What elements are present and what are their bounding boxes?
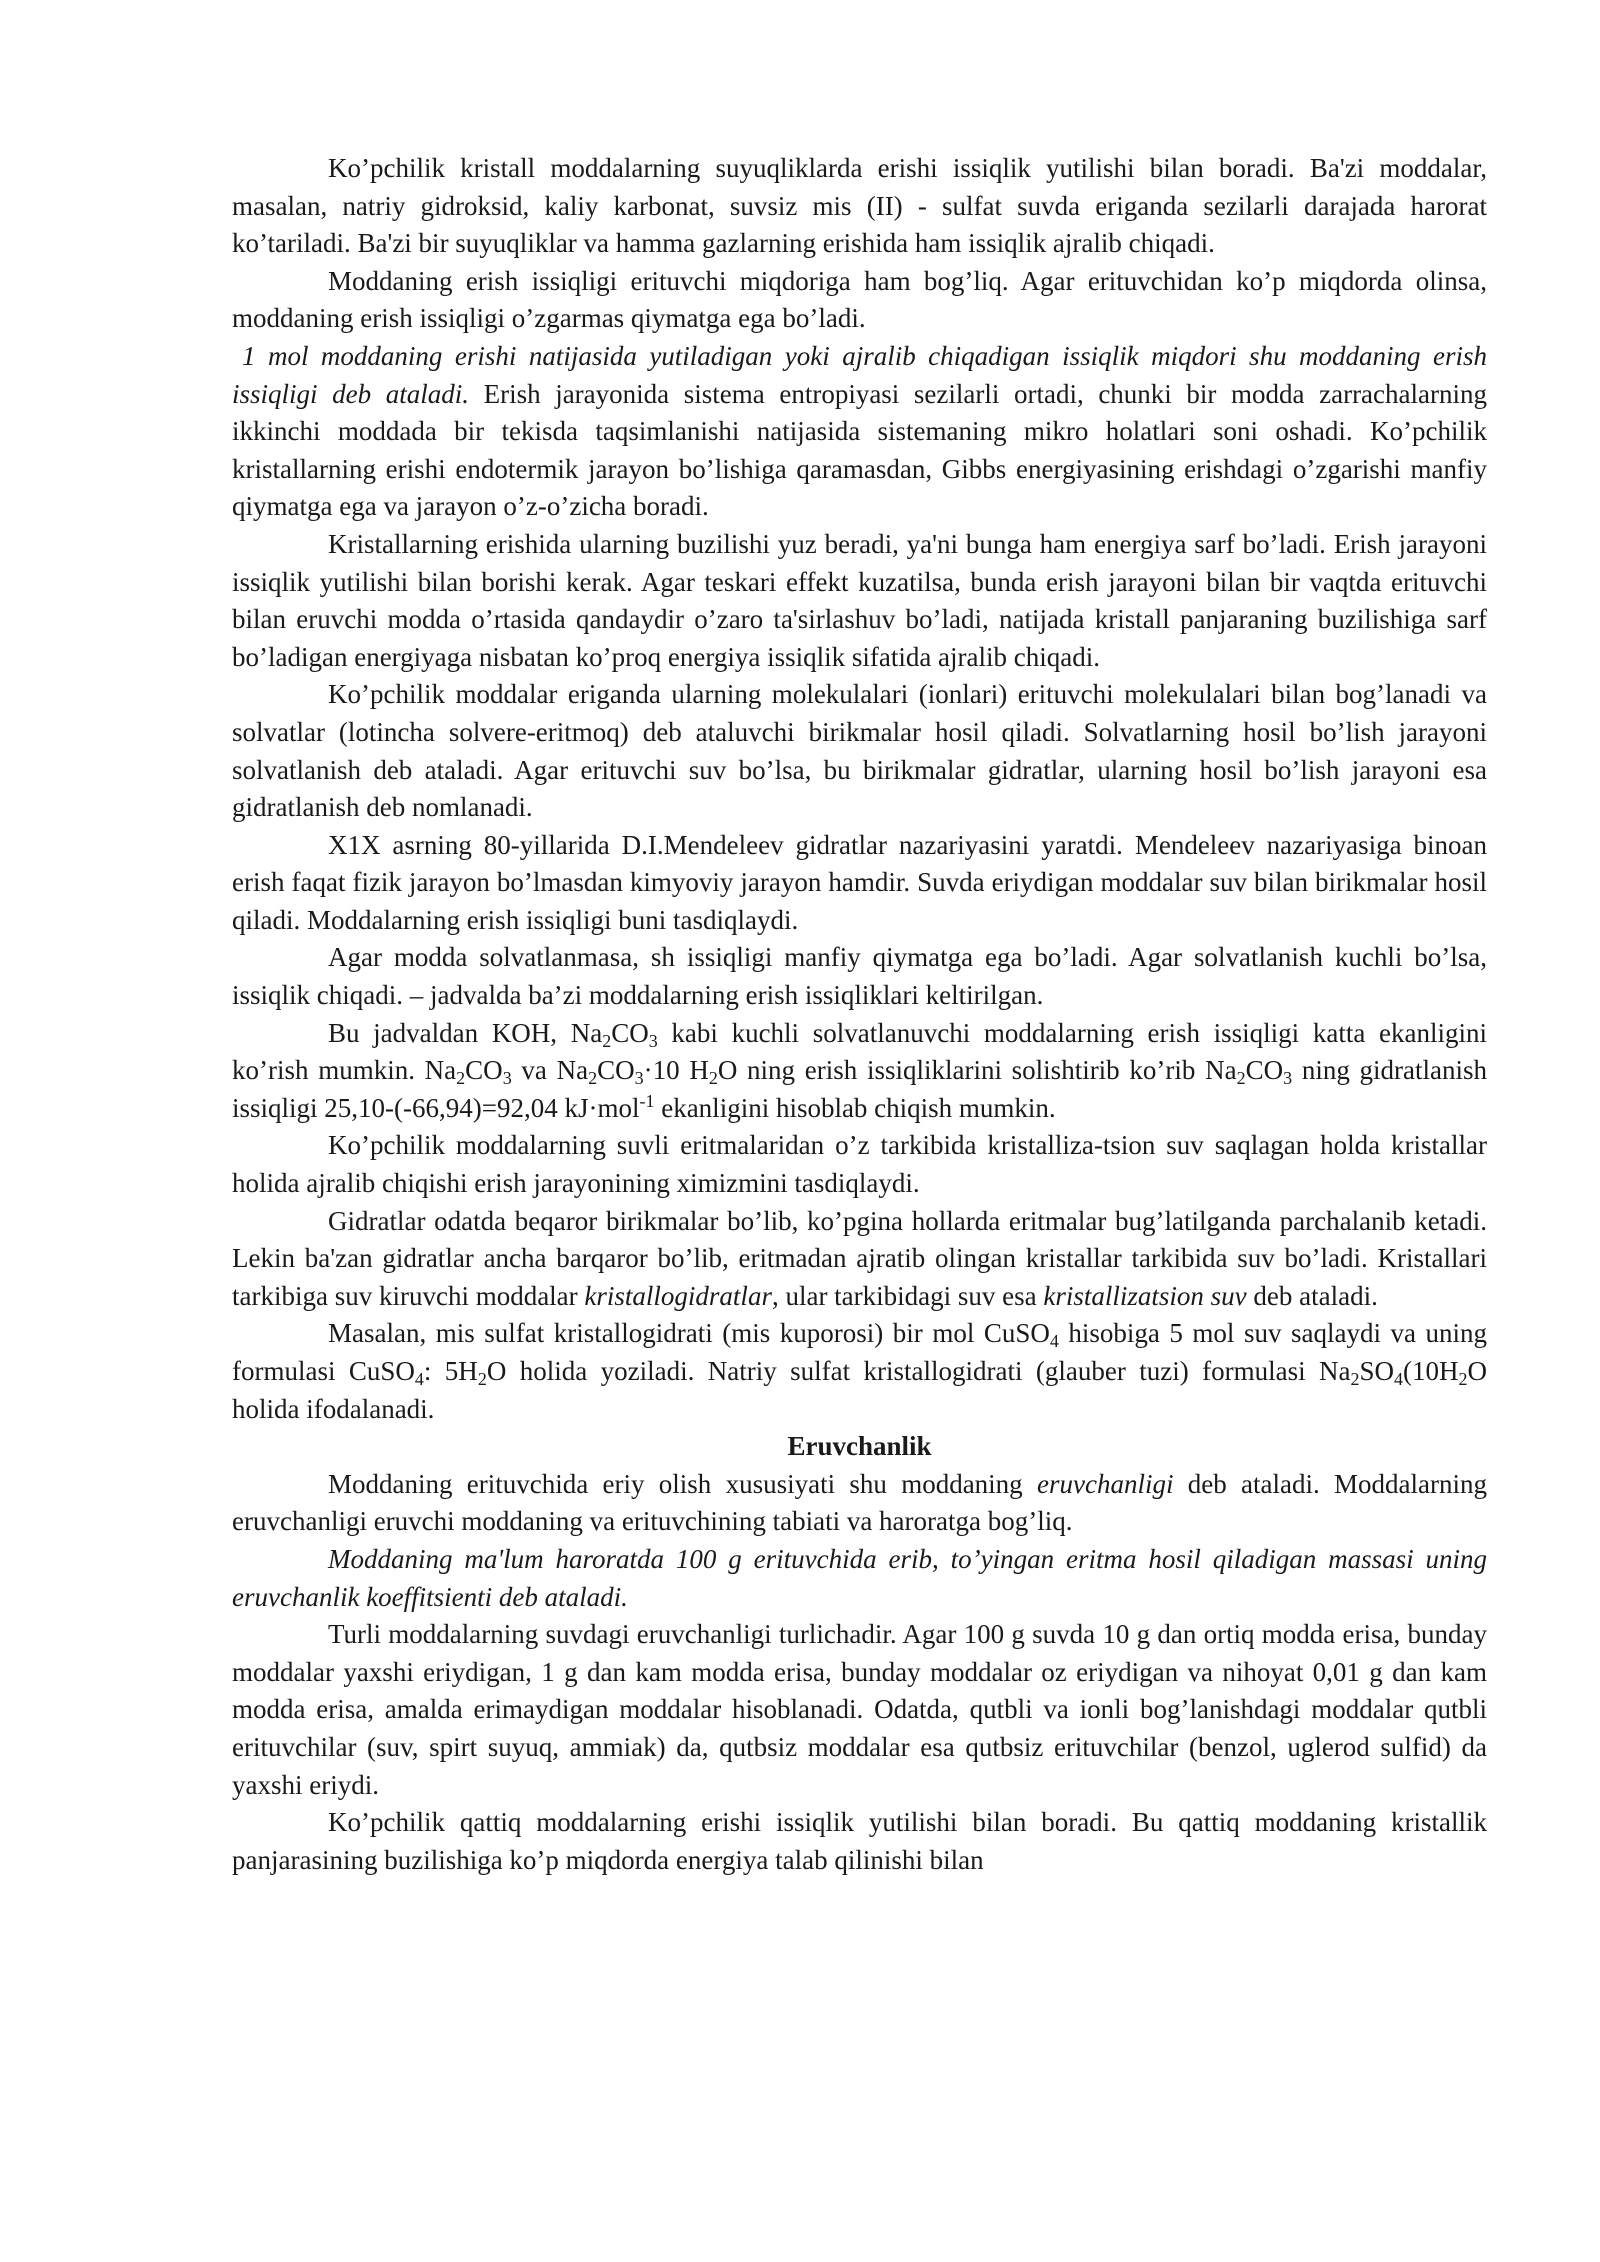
text-run: O ning erish issiqliklarini solishtirib ko’rib Na — [717, 1055, 1237, 1086]
text-run: CO — [465, 1055, 503, 1086]
text-run: : 5H — [423, 1356, 478, 1386]
paragraph-9: Ko’pchilik moddalarning suvli eritmalaridan o’z tarkibida kristalliza-tsion suv saqlagan holda kristallar holida ajralib chiqishi erish jarayonining ximizmini tasdiqlaydi. — [232, 1130, 1487, 1199]
term-kristallogidratlar: kristallogidratlar — [584, 1280, 772, 1311]
text-run: ekanligini hisoblab chiqish mumkin. — [654, 1092, 1056, 1123]
paragraph-15: Ko’pchilik qattiq moddalarning erishi issiqlik yutilishi bilan boradi. Bu qattiq moddaning kristallik panjarasining buzilishiga ko’p miqdorda energiya talab qilinishi bilan — [232, 1807, 1487, 1875]
paragraph-6: X1X asrning 80-yillarida D.I.Mendeleev gidratlar nazariyasini yaratdi. Mendeleev nazariyasiga binoan erish faqat fizik jarayon bo’lmasdan kimyoviy jarayon hamdir. Suvda eriydigan moddalar suv bilan birikmalar hosil qiladi. Moddalarning erish issiqligi buni tasdiqlaydi. — [232, 829, 1487, 935]
term-kristallizatsion-suv: kristallizatsion suv — [1043, 1280, 1247, 1311]
text-run: , ular tarkibidagi suv esa — [771, 1280, 1044, 1311]
paragraph-8 — [232, 1015, 1487, 1128]
text-run: SO — [1359, 1356, 1394, 1386]
subscript: 2 — [708, 1068, 718, 1089]
text-run: ·10 H — [643, 1055, 709, 1086]
text-run: deb ataladi. — [1246, 1280, 1378, 1311]
subscript: 3 — [502, 1068, 512, 1089]
text-run: O holida ifodalanadi. — [232, 1356, 1487, 1424]
paragraph-1: Ko’pchilik kristall moddalarning suyuqliklarda erishi issiqlik yutilishi bilan boradi. Ba'zi moddalar, masalan, natriy gidroksid, kaliy karbonat, suvsiz mis (II) - sulfat suvda eriganda sezilarli darajada harorat ko’tariladi. Ba'zi bir suyuqliklar va hamma gazlarning erishida ham issiqlik ajralib chiqadi. — [232, 153, 1487, 259]
subscript: 2 — [1350, 1369, 1360, 1389]
text-run: Bu jadvaldan KOH, Na — [328, 1017, 603, 1048]
document-page — [232, 150, 1487, 1879]
subscript: 4 — [1394, 1369, 1403, 1389]
text-run: Masalan, mis sulfat kristallogidrati (mis kuporosi) bir mol CuSO — [328, 1318, 1050, 1349]
term-eruvchanligi: eruvchanligi — [1036, 1468, 1174, 1499]
subscript: 2 — [1458, 1369, 1468, 1389]
subscript: 4 — [414, 1369, 424, 1389]
text-run: Moddaning erituvchida eriy olish xususiyati shu moddaning — [328, 1468, 1037, 1499]
paragraph-5: Ko’pchilik moddalar eriganda ularning molekulalari (ionlari) erituvchi molekulalari bilan bog’lanadi va solvatlar (lotincha solvere-eritmoq) deb ataluvchi birikmalar hosil qiladi. Solvatlarning hosil bo’lish jarayoni solvatlanish deb ataladi. Agar erituvchi suv bo’lsa, bu birikmalar gidratlar, ularning hosil bo’lish jarayoni esa gidratlanish deb nomlanadi. — [232, 679, 1487, 823]
subscript: 3 — [634, 1068, 644, 1089]
text-run: hisobiga 5 mol suv saqlaydi va uning formulasi CuSO — [232, 1318, 1487, 1386]
paragraph-11 — [232, 1315, 1487, 1428]
subscript: 3 — [648, 1030, 658, 1051]
subscript: 2 — [1236, 1068, 1246, 1089]
text-run: CO — [611, 1017, 649, 1048]
subscript: 2 — [456, 1068, 466, 1089]
paragraph-10 — [232, 1203, 1487, 1316]
text-run: CO — [1245, 1055, 1284, 1086]
text-run: (10H — [1403, 1356, 1459, 1386]
text-run: va Na — [511, 1055, 589, 1086]
subscript: 2 — [588, 1068, 598, 1089]
subscript: 2 — [477, 1369, 487, 1389]
definition-eruvchanlik-koeffitsienti: Moddaning ma'lum haroratda 100 g erituvchida erib, to’yingan eritma hosil qiladigan massasi uning eruvchanlik koeffitsienti deb ataladi. — [232, 1543, 1487, 1612]
text-run: Gidratlar odatda beqaror birikmalar bo’lib, ko’pgina hollarda eritmalar bug’latilganda parchalanib ketadi. Lekin ba'zan gidratlar ancha barqaror bo’lib, eritmadan ajratib olingan kristallar tarkibida suv bo’ladi. Kristallari tarkibiga suv kiruvchi moddalar — [232, 1205, 1487, 1311]
paragraph-14: Turli moddalarning suvdagi eruvchanligi turlichadir. Agar 100 g suvda 10 g dan ortiq modda erisa, bunday moddalar yaxshi eriydigan, 1 g dan kam modda erisa, bunday moddalar oz eriydigan va nihoyat 0,01 g dan kam modda erisa, amalda erimaydigan moddalar hisoblanadi. Odatda, qutbli va ionli bog’lanishdagi moddalar qutbli erituvchilar (suv, spirt suyuq, ammiak) da, qutbsiz moddalar esa qutbsiz erituvchilar (benzol, uglerod sulfid) da yaxshi eriydi. — [232, 1619, 1487, 1800]
text-run: O holida yoziladi. Natriy sulfat kristallogidrati (glauber tuzi) formulasi Na — [486, 1356, 1351, 1386]
subscript: 4 — [1049, 1331, 1059, 1352]
text-run: deb ataladi. Moddalarning eruvchanligi eruvchi moddaning va erituvchining tabiati va haroratga bog’liq. — [232, 1468, 1487, 1537]
text-run: CO — [597, 1055, 635, 1086]
section-heading: Eruvchanlik — [787, 1431, 932, 1462]
text-run: kabi kuchli solvatlanuvchi moddalarning erish issiqligi katta ekanligini ko’rish mumkin. Na — [232, 1017, 1487, 1086]
subscript: 2 — [602, 1030, 612, 1051]
text-run: ning gidratlanish issiqligi 25,10-(-66,94)=92,04 kJ·mol — [232, 1055, 1488, 1123]
paragraph-3 — [232, 338, 1487, 526]
paragraph-7: Agar modda solvatlanmasa, sh issiqligi manfiy qiymatga ega bo’ladi. Agar solvatlanish kuchli bo’lsa, issiqlik chiqadi. – jadvalda ba’zi moddalarning erish issiqliklari keltirilgan. — [232, 942, 1487, 1011]
definition-erish-issiqligi: 1 mol moddaning erishi natijasida yutiladigan yoki ajralib chiqadigan issiqlik miqdori shu moddaning erish issiqligi deb ataladi. — [232, 340, 1487, 409]
paragraph-3-text: Erish jarayonida sistema entropiyasi sezilarli ortadi, chunki bir modda zarrachalarning ikkinchi moddada bir tekisda taqsimlanishi natijasida sistemaning mikro holatlari soni oshadi. Ko’pchilik kristallarning erishi endotermik jarayon bo’lishiga qaramasdan, Gibbs energiyasining erishdagi o’zgarishi manfiy qiymatga ega va jarayon o’z-o’zicha boradi. — [232, 378, 1487, 522]
subscript: 3 — [1283, 1068, 1293, 1089]
paragraph-4: Kristallarning erishida ularning buzilishi yuz beradi, ya'ni bunga ham energiya sarf bo’ladi. Erish jarayoni issiqlik yutilishi bilan borishi kerak. Agar teskari effekt kuzatilsa, bunda erish jarayoni bilan bir vaqtda erituvchi bilan eruvchi modda o’rtasida qandaydir o’zaro ta'sirlashuv bo’ladi, natijada kristall panjaraning buzilishiga sarf bo’ladigan energiyaga nisbatan ko’proq energiya issiqlik sifatida ajralib chiqadi. — [232, 528, 1487, 672]
superscript: -1 — [639, 1090, 655, 1111]
paragraph-2: Moddaning erish issiqligi erituvchi miqdoriga ham bog’liq. Agar erituvchidan ko’p miqdorda olinsa, moddaning erish issiqligi o’zgarmas qiymatga ega bo’ladi. — [232, 265, 1487, 334]
paragraph-12 — [232, 1466, 1487, 1541]
